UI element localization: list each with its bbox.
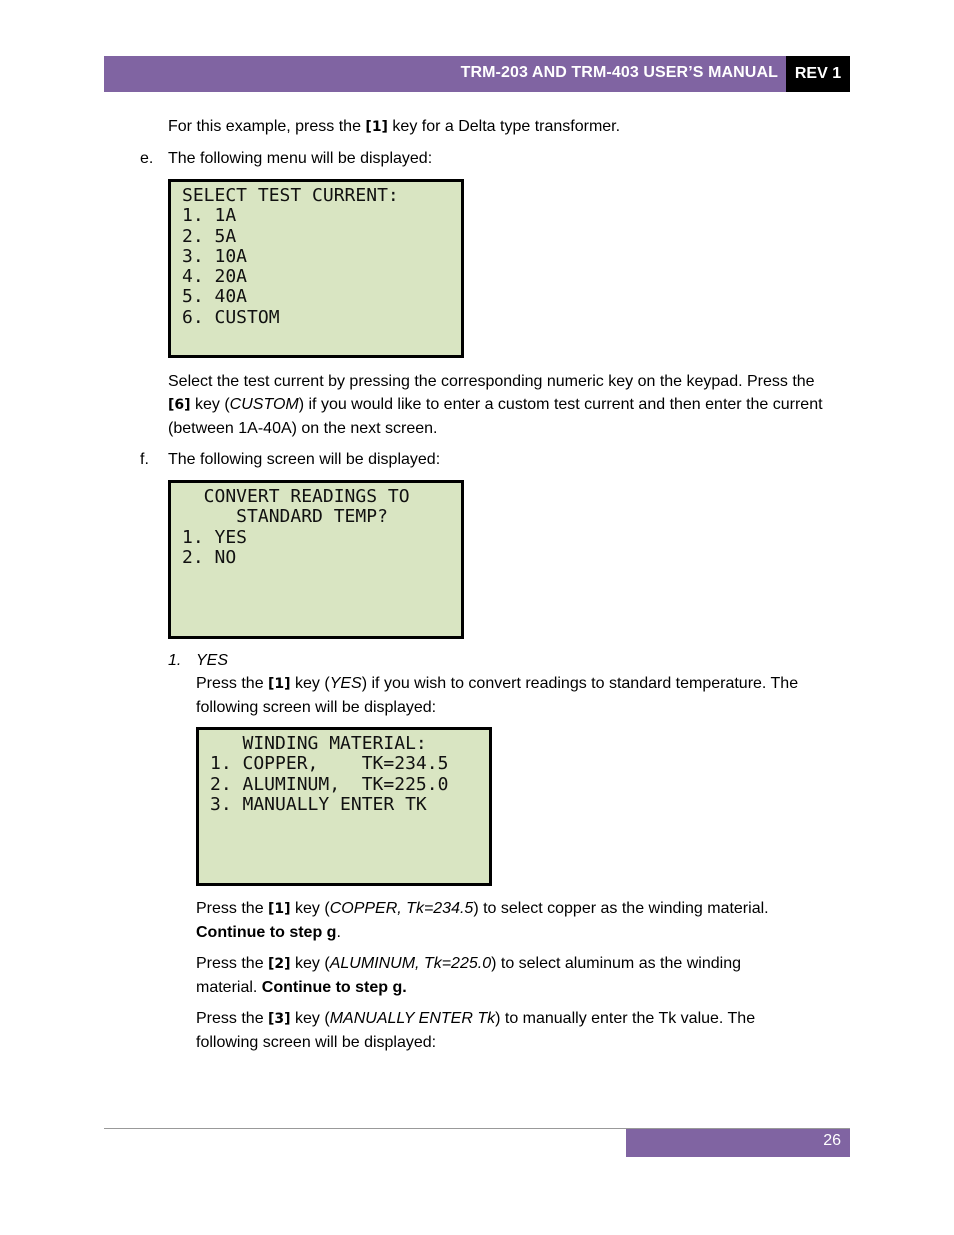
option-name: CUSTOM <box>229 396 299 413</box>
paragraph-text: Press the <box>196 1010 269 1027</box>
paragraph-text: ) to manually enter the Tk value. The following screen will be displayed: <box>196 1010 756 1051</box>
lcd-line: 2. NO <box>182 546 237 568</box>
option-yes-label: YES <box>196 652 229 669</box>
intro-text-end: key for a Delta type transformer. <box>387 118 621 135</box>
lcd-line: 1. YES <box>182 526 248 548</box>
key-label: [1] <box>268 676 291 692</box>
paragraph-text: Select the test current by pressing the corresponding numeric key on the keypad. Press the <box>168 373 815 390</box>
paragraph-text: Press the <box>196 900 269 917</box>
intro-paragraph <box>168 115 848 139</box>
select-current-paragraph <box>168 370 840 440</box>
lcd-line: 4. 20A <box>182 266 248 288</box>
key-label: [1] <box>268 901 291 917</box>
intro-text: For this example, press the <box>168 118 366 135</box>
lcd-line: STANDARD TEMP? <box>182 506 388 528</box>
step-f-text: The following screen will be displayed: <box>168 451 441 468</box>
page-number: 26 <box>823 1132 841 1149</box>
manual-title: TRM-203 AND TRM-403 USER’S MANUAL <box>460 64 778 81</box>
aluminum-paragraph <box>196 952 796 999</box>
option-name: COPPER, Tk=234.5 <box>329 900 474 917</box>
lcd-line: 5. 40A <box>182 286 248 308</box>
paragraph-text: . <box>336 924 341 941</box>
lcd-screen-convert-readings <box>168 480 464 639</box>
paragraph-text: ) to select aluminum as the winding material. <box>196 955 741 996</box>
revision-badge: REV 1 <box>786 56 850 92</box>
footer-bar <box>626 1129 850 1157</box>
lcd-line: 3. MANUALLY ENTER TK <box>210 793 427 815</box>
paragraph-text: key ( <box>290 955 330 972</box>
key-label: [6] <box>168 397 191 413</box>
paragraph-text: ) if you would like to enter a custom test current and then enter the current (between 1A-40A) on the next screen. <box>168 396 823 437</box>
step-f-marker: f. <box>140 451 149 468</box>
option-yes-paragraph <box>196 672 846 719</box>
lcd-line: WINDING MATERIAL: <box>210 733 427 754</box>
step-e-marker: e. <box>140 150 154 167</box>
lcd-line: 2. 5A <box>182 225 237 247</box>
manual-entry-paragraph <box>196 1007 796 1054</box>
paragraph-text: Press the <box>196 675 269 692</box>
lcd-line: 1. 1A <box>182 205 237 227</box>
lcd-line: CONVERT READINGS TO <box>182 486 410 507</box>
key-label: [1] <box>365 119 388 135</box>
key-label: [3] <box>268 1011 291 1027</box>
paragraph-text: key ( <box>290 1010 330 1027</box>
key-label: [2] <box>268 956 291 972</box>
header-bar <box>104 56 786 92</box>
option-yes-marker: 1. <box>168 652 182 669</box>
lcd-line: 1. COPPER, TK=234.5 <box>210 753 449 775</box>
lcd-screen-winding-material <box>196 727 492 886</box>
paragraph-text: ) to select copper as the winding material. <box>473 900 769 917</box>
copper-paragraph <box>196 897 846 944</box>
paragraph-text: key ( <box>290 675 330 692</box>
lcd-screen-test-current <box>168 179 464 358</box>
paragraph-text: key ( <box>190 396 230 413</box>
option-name: ALUMINUM, Tk=225.0 <box>329 955 492 972</box>
paragraph-text: key ( <box>290 900 330 917</box>
continue-instruction: Continue to step g <box>196 924 337 941</box>
option-name: MANUALLY ENTER Tk <box>329 1010 496 1027</box>
step-e-text: The following menu will be displayed: <box>168 150 433 167</box>
paragraph-text: Press the <box>196 955 269 972</box>
option-name: YES <box>329 675 362 692</box>
lcd-line: 2. ALUMINUM, TK=225.0 <box>210 773 449 795</box>
lcd-line: 3. 10A <box>182 245 248 267</box>
lcd-line: SELECT TEST CURRENT: <box>182 185 399 206</box>
lcd-line: 6. CUSTOM <box>182 306 280 328</box>
paragraph-text: ) if you wish to convert readings to standard temperature. The following screen will be displayed: <box>196 675 799 716</box>
continue-instruction: Continue to step g. <box>261 979 407 996</box>
